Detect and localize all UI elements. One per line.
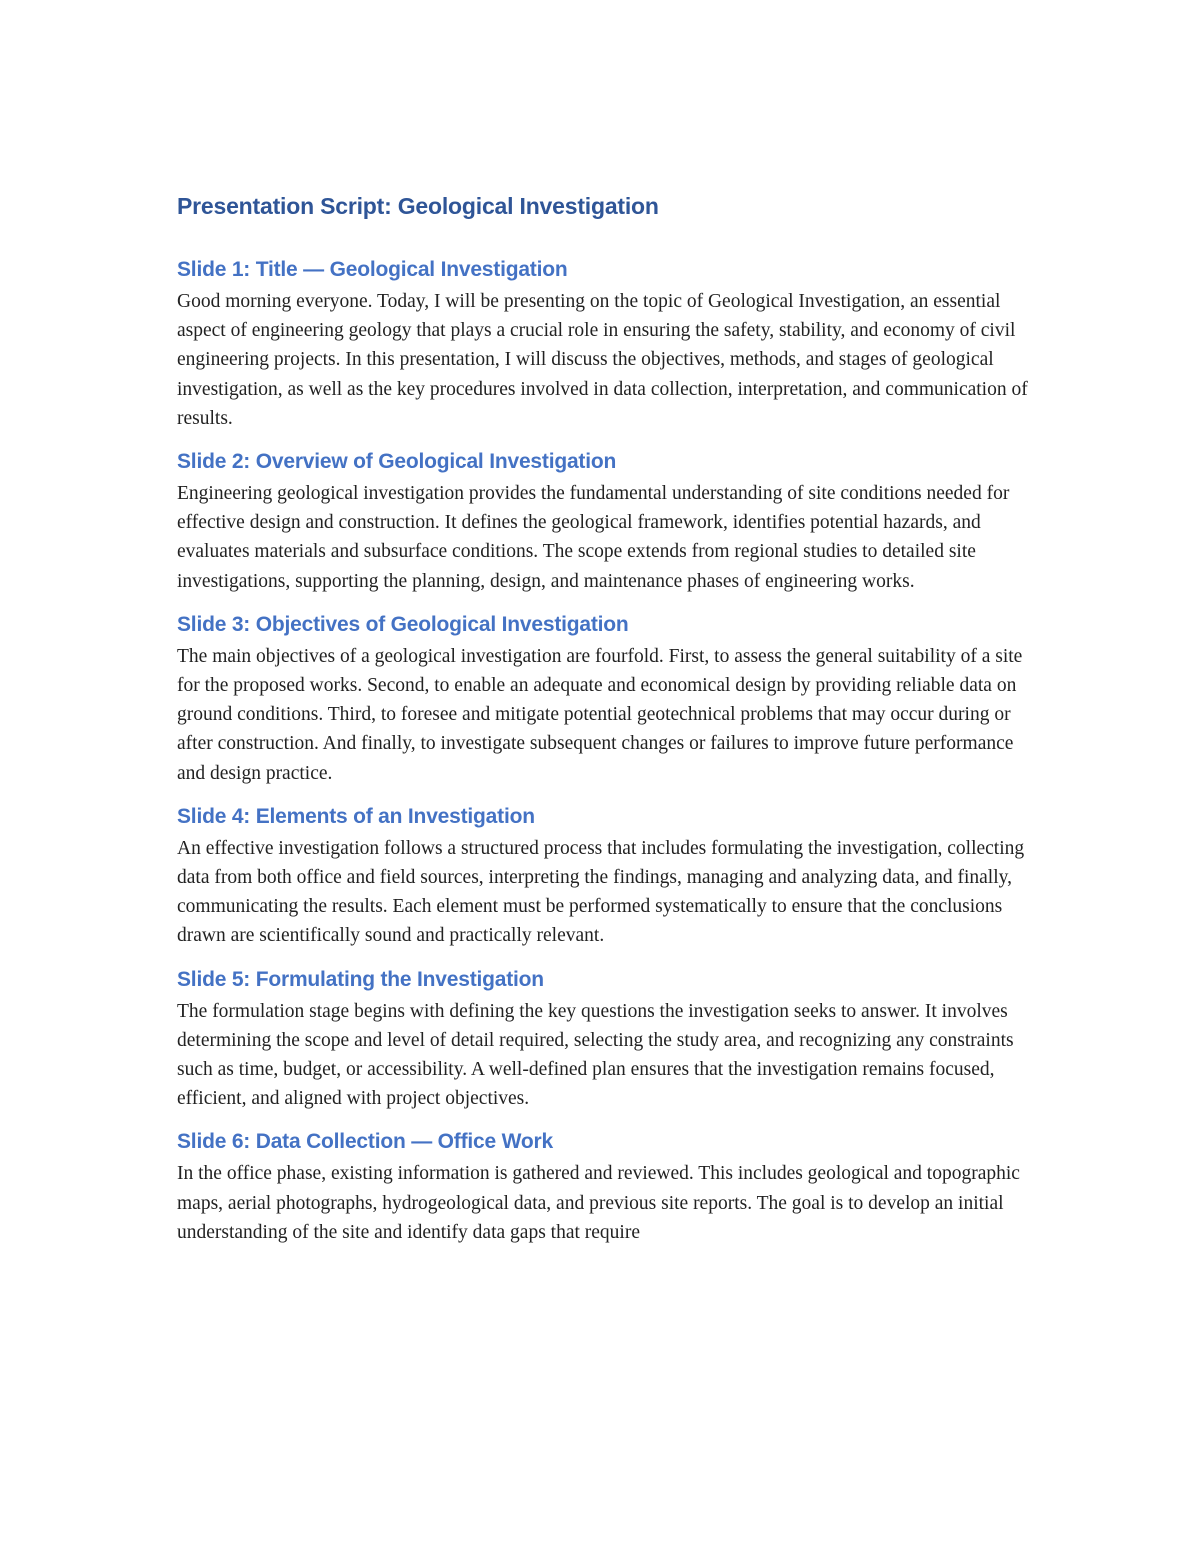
section-body: In the office phase, existing information is gathered and reviewed. This includes geological and topographic maps, aerial photographs, hydrogeological data, and previous site reports. The goal is to develop an initial understanding of the site and identify data gaps that require [177,1163,1020,1243]
section-slide-3 [177,611,1037,788]
section-slide-2 [177,448,1037,596]
document-title: Presentation Script: Geological Investigation [177,193,659,219]
section-body: Good morning everyone. Today, I will be presenting on the topic of Geological Investigation, an essential aspect of engineering geology that plays a crucial role in ensuring the safety, stability, and economy of civil engineering projects. In this presentation, I will discuss the objectives, methods, and stages of geological investigation, as well as the key procedures involved in data collection, interpretation, and communication of results. [177,291,1028,429]
section-heading: Slide 1: Title — Geological Investigation [177,258,568,281]
section-slide-6 [177,1128,1037,1247]
section-body: An effective investigation follows a structured process that includes formulating the investigation, collecting data from both office and field sources, interpreting the findings, managing and analyzing data, and finally, communicating the results. Each element must be performed systematically to ensure that the conclusions drawn are scientifically sound and practically relevant. [177,837,1025,947]
section-slide-4 [177,803,1037,951]
section-heading: Slide 6: Data Collection — Office Work [177,1130,553,1154]
section-heading: Slide 2: Overview of Geological Investigation [177,450,617,474]
section-slide-5 [177,966,1037,1114]
section-heading: Slide 3: Objectives of Geological Investigation [177,612,629,636]
section-body: Engineering geological investigation provides the fundamental understanding of site conditions needed for effective design and construction. It defines the geological framework, identifies potential hazards, and evaluates materials and subsurface conditions. The scope extends from regional studies to detailed site investigations, supporting the planning, design, and maintenance phases of engineering works. [177,483,1010,592]
section-body: The main objectives of a geological investigation are fourfold. First, to assess the general suitability of a site for the proposed works. Second, to enable an adequate and economical design by providing reliable data on ground conditions. Third, to foresee and mitigate potential geotechnical problems that may occur during or after construction. And finally, to investigate subsequent changes or failures to improve future performance and design practice. [177,645,1023,784]
section-heading: Slide 5: Formulating the Investigation [177,967,544,991]
section-heading: Slide 4: Elements of an Investigation [177,804,535,828]
section-slide-1 [177,256,1037,433]
document-page [177,190,1037,1262]
section-body: The formulation stage begins with defining the key questions the investigation seeks to answer. It involves determining the scope and level of detail required, selecting the study area, and recognizing any constraints such as time, budget, or accessibility. A well-defined plan ensures that the investigation remains focused, efficient, and aligned with project objectives. [177,1000,1014,1110]
